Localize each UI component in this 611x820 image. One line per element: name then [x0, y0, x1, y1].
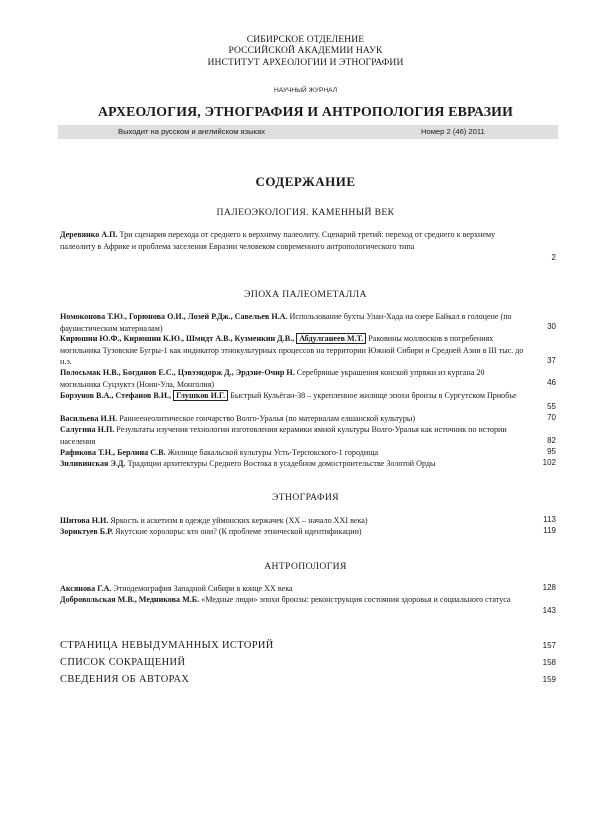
- publisher-block: [0, 34, 611, 68]
- boxed-author: Глушков И.Г.: [173, 390, 228, 401]
- entry-page: 55: [547, 402, 556, 411]
- entry-authors: Шитова Н.И.: [60, 516, 109, 525]
- extra-heading[interactable]: СПИСОК СОКРАЩЕНИЙ: [60, 657, 186, 668]
- toc-entry[interactable]: [60, 413, 526, 425]
- entry-authors: Зориктуев Б.Р.: [60, 527, 114, 536]
- section-title: АНТРОПОЛОГИЯ: [264, 561, 347, 572]
- section-title: ПАЛЕОЭКОЛОГИЯ. КАМЕННЫЙ ВЕК: [216, 207, 395, 218]
- entry-page: 2: [551, 253, 556, 262]
- entry-authors: Зиливинская Э.Д.: [60, 459, 126, 468]
- entry-page: 37: [547, 356, 556, 365]
- entry-authors: Полосьмак Н.В., Богданов Е.С., Цэвээндорж Д., Эрдэне-Очир Н.: [60, 368, 295, 377]
- entry-title: Результаты изучения технологии изготовления керамики ямной культуры Волго-Уралья как источник по истории населения: [60, 425, 507, 446]
- entry-authors: Борзунов В.А., Стефанов В.И.,: [60, 391, 172, 400]
- toc-entry[interactable]: [60, 526, 526, 538]
- toc-entry[interactable]: [60, 390, 526, 402]
- entry-page: 46: [547, 378, 556, 387]
- entry-page: 95: [547, 447, 556, 456]
- entry-authors: Добровольская М.В., Медникова М.Б.: [60, 595, 200, 604]
- toc-entry[interactable]: [60, 311, 526, 334]
- entry-authors: Рафикова Т.Н., Берлина С.В.: [60, 448, 166, 457]
- publisher-line: ИНСТИТУТ АРХЕОЛОГИИ И ЭТНОГРАФИИ: [207, 56, 404, 68]
- entry-authors: Салугина Н.П.: [60, 425, 115, 434]
- entry-title: Быстрый Кульёган-38 – укрепленное жилище эпохи бронзы в Сургутском Приобье: [230, 391, 517, 400]
- extra-heading[interactable]: СТРАНИЦА НЕВЫДУМАННЫХ ИСТОРИЙ: [60, 640, 274, 651]
- contents-title: СОДЕРЖАНИЕ: [255, 174, 356, 189]
- entry-page: 159: [542, 675, 556, 684]
- entry-authors: Деревянко А.П.: [60, 230, 118, 239]
- extra-heading[interactable]: СВЕДЕНИЯ ОБ АВТОРАХ: [60, 674, 190, 685]
- publisher-line: РОССИЙСКОЙ АКАДЕМИИ НАУК: [228, 45, 383, 57]
- entry-page: 113: [543, 515, 556, 524]
- entry-page: 102: [542, 458, 556, 467]
- entry-title: Яркость и аскетизм в одежде уймонских кержачек (XX – начало XXI века): [110, 516, 368, 525]
- entry-page: 30: [547, 322, 556, 331]
- entry-authors: Номоконова Т.Ю., Горюнова О.И., Лозей Р.Дж., Савельев Н.А.: [60, 312, 288, 321]
- toc-entry[interactable]: [60, 515, 526, 527]
- entry-title: Этнодемография Западной Сибири в конце XX века: [113, 584, 293, 593]
- entry-page: 82: [547, 436, 556, 445]
- entry-authors: Васильева И.Н.: [60, 414, 118, 423]
- entry-title: Три сценария перехода от среднего к верхнему палеолиту. Сценарий третий: переход от среднего к верхнему палеолиту в Африке и проблема заселения Евразии человеком современного антропологического типа: [60, 230, 496, 251]
- toc-entry[interactable]: [60, 229, 526, 252]
- entry-page: 119: [543, 526, 556, 535]
- toc-entry[interactable]: [60, 367, 526, 390]
- toc-entry[interactable]: [60, 458, 526, 470]
- entry-page: 70: [547, 413, 556, 422]
- entry-page: 157: [542, 641, 556, 650]
- entry-authors: Аксянова Г.А.: [60, 584, 112, 593]
- issue-band: [58, 125, 558, 139]
- languages-note: Выходит на русском и английском языках: [118, 127, 266, 136]
- entry-title: Раннеенеолитическое гончарство Волго-Уралья (по материалам елшанской культуры): [119, 414, 416, 423]
- section-title: ЭТНОГРАФИЯ: [272, 492, 339, 503]
- toc-entry[interactable]: [60, 333, 526, 368]
- entry-title: Раковины моллюсков в погребениях могильника Тузовские Бугры-1 как индикатор этнокультурных процессов на территории Южной Сибири и Средней Азии в III тыс. до н.э.: [60, 334, 524, 367]
- entry-page: 128: [542, 583, 556, 592]
- entry-authors: Кирюшин Ю.Ф., Кирюшин К.Ю., Шмидт А.В., Кузменкин Д.В.,: [60, 334, 295, 343]
- toc-entry[interactable]: [60, 447, 526, 459]
- journal-title: АРХЕОЛОГИЯ, ЭТНОГРАФИЯ И АНТРОПОЛОГИЯ ЕВРАЗИИ: [97, 104, 514, 119]
- entry-title: Якутские хоролоры: кто они? (К проблеме этнической идентификации): [115, 527, 362, 536]
- section-title: ЭПОХА ПАЛЕОМЕТАЛЛА: [244, 289, 367, 300]
- toc-entry[interactable]: [60, 424, 526, 447]
- toc-entry[interactable]: [60, 583, 526, 595]
- entry-title: «Медные люди» эпохи бронзы: реконструкция состояния здоровья и социального статуса: [201, 595, 511, 604]
- issue-number: Номер 2 (46) 2011: [421, 127, 485, 136]
- entry-title: Серебряные украшения конской упряжи из кургана 20 могильника Суцзуктэ (Ноин-Ула, Монголия): [60, 368, 485, 389]
- entry-title: Жилище бакальской культуры Усть-Терсюкского-1 городища: [167, 448, 379, 457]
- journal-kind: НАУЧНЫЙ ЖУРНАЛ: [273, 87, 338, 94]
- boxed-author: Абдулганеев М.Т.: [296, 333, 366, 344]
- entry-title: Традиции архитектуры Среднего Востока в усадебном домостроительстве Золотой Орды: [127, 459, 436, 468]
- entry-page: 143: [542, 606, 556, 615]
- entry-title: Использование бухты Улан-Хада на озере Байкал в голоцене (по фаунистическим материалам): [60, 312, 512, 333]
- entry-page: 158: [542, 658, 556, 667]
- publisher-line: СИБИРСКОЕ ОТДЕЛЕНИЕ: [246, 34, 365, 45]
- toc-entry[interactable]: [60, 594, 526, 606]
